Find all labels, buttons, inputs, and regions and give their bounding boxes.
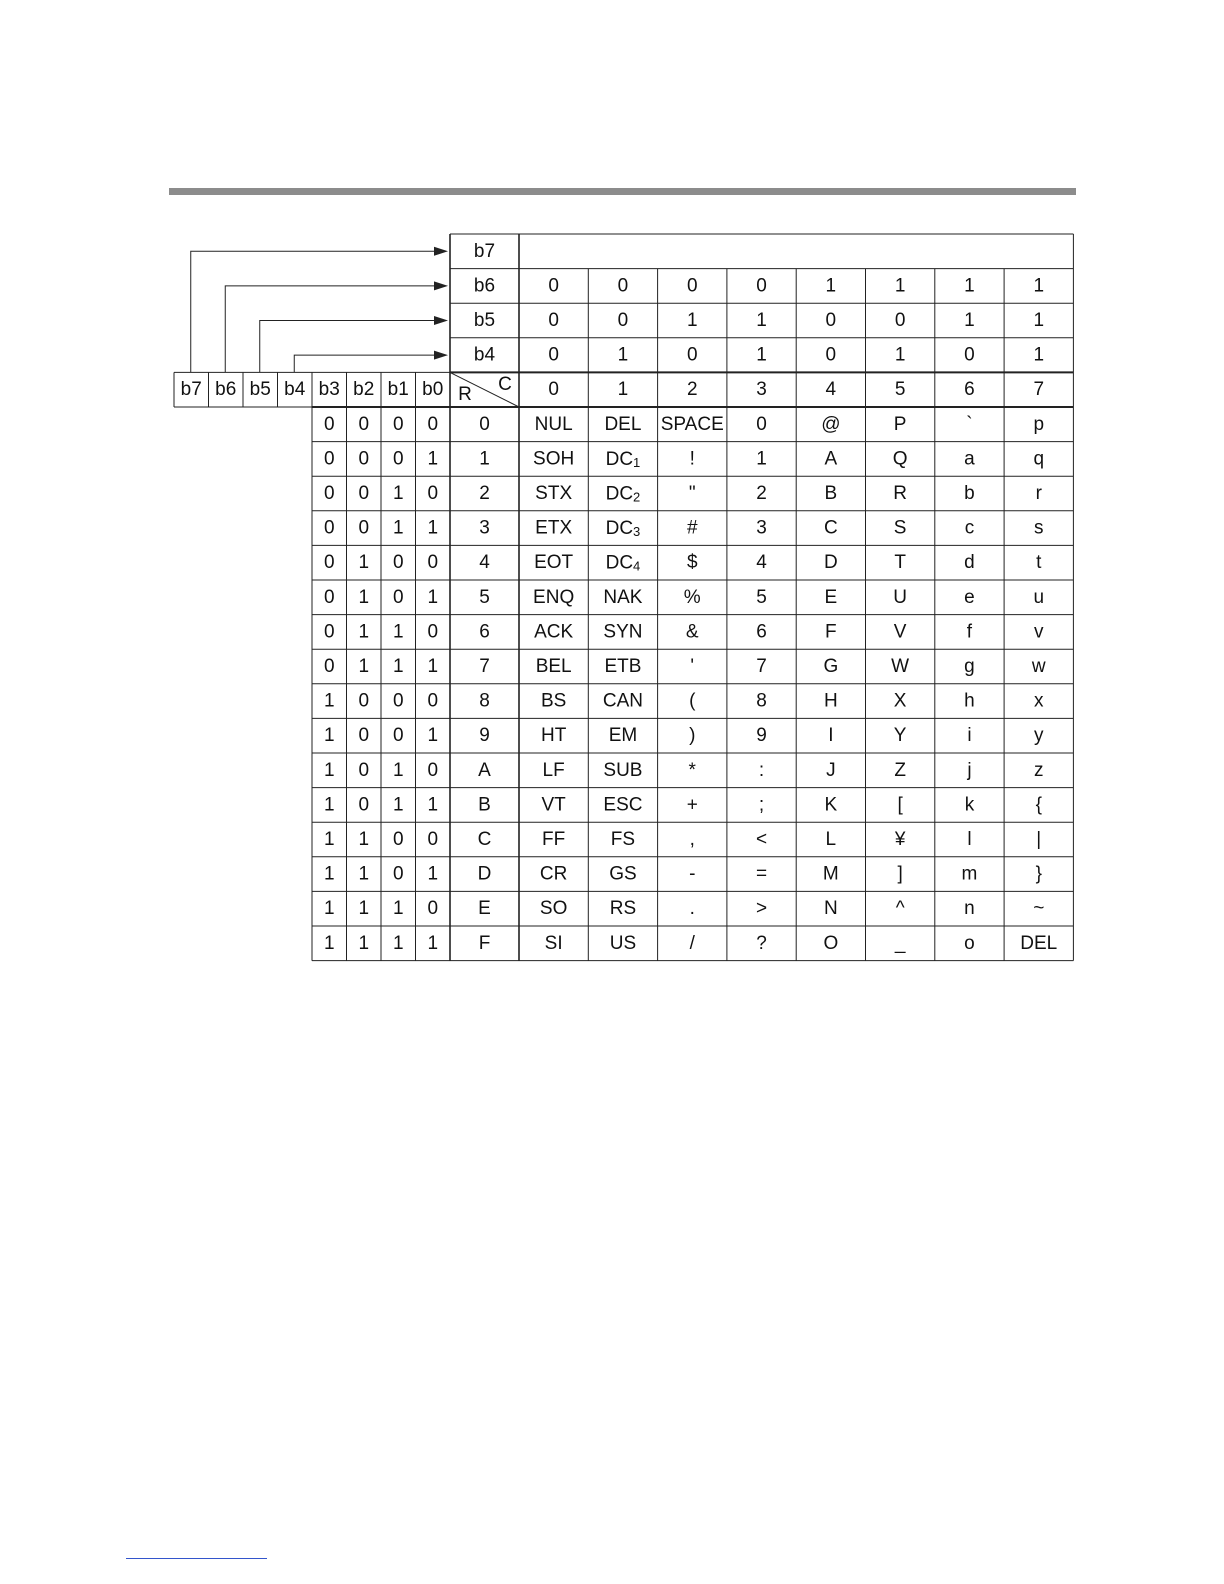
code-cell: i	[967, 725, 972, 747]
header-bit-value: 0	[617, 275, 629, 297]
row-bit-value: 0	[358, 483, 370, 504]
code-cell: BEL	[535, 656, 572, 677]
row-bit-value: 0	[323, 483, 335, 504]
header-bit-value: 0	[825, 310, 837, 331]
code-cell: r	[1035, 483, 1042, 504]
code-cell: g	[964, 656, 975, 677]
header-bit-value: 1	[964, 310, 975, 331]
row-hex-label: 9	[479, 725, 490, 747]
code-cell: O	[823, 932, 839, 954]
code-cell: H	[823, 690, 838, 712]
row-bit-value: 0	[392, 586, 404, 608]
header-bit-value: 0	[964, 344, 975, 366]
code-cell: STX	[535, 483, 573, 504]
code-cell: CR	[539, 863, 568, 885]
code-cell: SI	[544, 932, 563, 954]
arrow-line-b6	[225, 286, 436, 373]
row-bit-value: 0	[427, 621, 439, 643]
row-bit-value: 0	[427, 898, 439, 920]
arrow-line-b4	[294, 355, 436, 372]
code-cell: q	[1033, 448, 1045, 470]
row-bit-value: 1	[392, 794, 404, 816]
code-cell: ETX	[535, 517, 573, 539]
code-cell: @	[821, 413, 841, 435]
row-bit-value: 1	[358, 829, 370, 850]
row-bit-value: 1	[392, 932, 404, 954]
code-cell: %	[683, 586, 701, 608]
code-cell: 3	[756, 517, 767, 539]
column-header: 7	[1033, 379, 1045, 401]
row-bit-value: 0	[358, 725, 370, 747]
header-bit-value: 0	[548, 310, 559, 331]
code-cell: I	[828, 725, 834, 747]
row-hex-label: 0	[479, 413, 490, 435]
header-bit-label-b5: b5	[473, 310, 496, 331]
code-cell: RS	[609, 898, 637, 920]
code-cell: SPACE	[660, 413, 724, 435]
row-bit-value: 1	[323, 898, 335, 920]
code-cell: +	[686, 794, 698, 816]
code-cell: ~	[1033, 898, 1045, 920]
code-cell: CAN	[602, 690, 644, 712]
bit-label-b5: b5	[249, 379, 271, 401]
row-hex-label: D	[477, 863, 492, 885]
row-bit-value: 0	[392, 829, 404, 850]
code-cell: SO	[539, 898, 568, 920]
code-cell: D	[823, 552, 838, 574]
code-cell: (	[689, 690, 696, 712]
code-cell: ;	[758, 794, 765, 816]
row-bit-value: 1	[323, 932, 335, 954]
code-cell: R	[893, 483, 908, 504]
code-cell: }	[1035, 863, 1042, 885]
row-bit-value: 0	[323, 413, 335, 435]
code-cell: G	[823, 656, 839, 677]
code-cell: y	[1034, 725, 1044, 747]
header-bit-label-b4: b4	[473, 344, 496, 366]
header-bit-value: 0	[686, 275, 698, 297]
code-cell: s	[1034, 517, 1044, 539]
header-bit-value: 1	[1033, 275, 1045, 297]
code-cell: t	[1036, 552, 1042, 574]
code-cell: o	[964, 932, 975, 954]
row-bit-value: 1	[323, 794, 335, 816]
row-bit-value: 0	[358, 794, 370, 816]
code-cell: /	[689, 932, 695, 954]
row-bit-value: 0	[323, 448, 335, 470]
row-bit-value: 0	[427, 413, 439, 435]
bit-label-b4: b4	[284, 379, 306, 401]
code-cell: U	[893, 586, 908, 608]
arrow-head-icon	[434, 316, 448, 325]
code-cell: `	[966, 413, 973, 435]
code-cell: 8	[756, 690, 767, 712]
code-cell: DEL	[1020, 932, 1058, 954]
code-cell: EOT	[534, 552, 574, 574]
header-bit-value: 1	[1033, 344, 1045, 366]
row-bit-value: 1	[427, 656, 439, 677]
code-cell: [	[897, 794, 903, 816]
code-cell: Y	[893, 725, 907, 747]
arrow-line-b7	[191, 251, 436, 372]
row-bit-value: 1	[392, 656, 404, 677]
code-cell: DC3	[605, 517, 641, 539]
code-cell: SOH	[533, 448, 575, 470]
code-cell: M	[822, 863, 839, 885]
code-cell: P	[893, 413, 907, 435]
bit-label-b0: b0	[422, 379, 444, 401]
code-cell: DC4	[605, 552, 641, 574]
row-bit-value: 1	[427, 586, 439, 608]
row-bit-value: 0	[358, 517, 370, 539]
row-bit-value: 1	[392, 621, 404, 643]
header-bit-value: 0	[894, 310, 906, 331]
row-bit-value: 0	[392, 863, 404, 885]
code-cell: ?	[756, 932, 767, 954]
row-hex-label: E	[478, 898, 491, 920]
code-cell: |	[1036, 829, 1042, 850]
header-bit-label-b6: b6	[473, 275, 496, 297]
code-cell: 2	[756, 483, 767, 504]
code-cell: *	[688, 759, 696, 781]
arrow-head-icon	[434, 351, 448, 360]
code-cell: 1	[756, 448, 767, 470]
row-bit-value: 0	[392, 725, 404, 747]
row-hex-label: B	[478, 794, 491, 816]
code-cell: ESC	[603, 794, 643, 816]
code-cell: d	[964, 552, 975, 574]
code-cell: !	[689, 448, 695, 470]
row-bit-value: 1	[392, 759, 404, 781]
row-bit-value: 1	[358, 656, 370, 677]
code-cell: $	[686, 552, 698, 574]
row-bit-value: 1	[358, 863, 370, 885]
arrow-head-icon	[434, 281, 448, 290]
row-bit-value: 0	[323, 621, 335, 643]
header-bit-value: 1	[686, 310, 698, 331]
row-hex-label: 3	[479, 517, 490, 539]
row-bit-value: 1	[358, 898, 370, 920]
code-cell: :	[758, 759, 765, 781]
column-header: 5	[894, 379, 906, 401]
header-bit-value: 1	[825, 275, 837, 297]
code-cell: N	[823, 898, 838, 920]
row-bit-value: 1	[392, 898, 404, 920]
arrow-head-icon	[434, 247, 448, 256]
row-hex-label: A	[478, 759, 491, 781]
column-header: 2	[686, 379, 698, 401]
row-bit-value: 1	[358, 621, 370, 643]
code-cell: >	[755, 898, 768, 920]
row-bit-value: 0	[323, 552, 335, 574]
header-bit-value: 1	[1033, 310, 1045, 331]
row-bit-value: 1	[323, 829, 335, 850]
code-cell: 5	[756, 586, 767, 608]
code-cell: 9	[756, 725, 767, 747]
code-cell: )	[689, 725, 696, 747]
column-header: 6	[964, 379, 975, 401]
row-bit-value: 0	[358, 448, 370, 470]
row-bit-value: 0	[427, 690, 439, 712]
row-bit-value: 1	[323, 759, 335, 781]
code-cell: EM	[608, 725, 638, 747]
code-cell: K	[824, 794, 838, 816]
row-bit-value: 1	[323, 863, 335, 885]
row-bit-value: 1	[392, 517, 404, 539]
row-bit-value: 1	[427, 794, 439, 816]
bit-label-b1: b1	[387, 379, 409, 401]
code-cell: A	[824, 448, 838, 470]
code-cell: _	[894, 932, 906, 954]
row-bit-value: 1	[427, 932, 439, 954]
code-cell: 0	[756, 413, 767, 435]
code-cell: ]	[897, 863, 903, 885]
row-hex-label: 4	[479, 552, 490, 574]
code-cell: V	[893, 621, 907, 643]
row-bit-value: 0	[358, 413, 370, 435]
row-bit-value: 1	[323, 690, 335, 712]
code-cell: ENQ	[533, 586, 575, 608]
column-header: 0	[548, 379, 559, 401]
column-header: 4	[825, 379, 837, 401]
code-cell: VT	[541, 794, 566, 816]
code-cell: C	[823, 517, 838, 539]
code-cell: LF	[542, 759, 565, 781]
code-cell: 7	[756, 656, 767, 677]
code-cell: J	[826, 759, 836, 781]
row-hex-label: 6	[479, 621, 490, 643]
code-cell: ¥	[894, 829, 906, 850]
code-cell: US	[609, 932, 637, 954]
code-cell: SUB	[603, 759, 643, 781]
code-cell: NAK	[603, 586, 643, 608]
code-cell: DEL	[604, 413, 642, 435]
column-header: 3	[756, 379, 767, 401]
code-cell: j	[967, 759, 972, 781]
code-cell: f	[966, 621, 973, 643]
code-cell: &	[685, 621, 699, 643]
code-cell: p	[1033, 413, 1045, 435]
row-bit-value: 1	[358, 932, 370, 954]
code-cell: DC2	[605, 483, 641, 504]
bit-label-b7: b7	[180, 379, 202, 401]
row-bit-value: 1	[427, 725, 439, 747]
code-cell: a	[964, 448, 975, 470]
header-bit-value: 1	[964, 275, 975, 297]
code-cell: "	[688, 483, 696, 504]
row-bit-value: 0	[323, 656, 335, 677]
code-cell: HT	[540, 725, 567, 747]
row-bit-value: 0	[392, 448, 404, 470]
corner-row-label: R	[458, 383, 472, 405]
row-hex-label: 8	[479, 690, 490, 712]
row-hex-label: 7	[479, 656, 490, 677]
header-bit-value: 1	[756, 310, 767, 331]
code-cell: m	[961, 863, 978, 885]
code-cell: S	[893, 517, 907, 539]
code-cell: 4	[756, 552, 767, 574]
bit-label-b2: b2	[353, 379, 375, 401]
bit-label-b6: b6	[215, 379, 237, 401]
code-cell: ACK	[534, 621, 574, 643]
code-cell: k	[964, 794, 975, 816]
code-cell: x	[1034, 690, 1044, 712]
code-cell: c	[964, 517, 975, 539]
code-cell: B	[824, 483, 838, 504]
code-cell: h	[964, 690, 975, 712]
arrow-line-b5	[260, 321, 436, 373]
row-bit-value: 0	[392, 690, 404, 712]
row-bit-value: 1	[358, 586, 370, 608]
row-bit-value: 0	[427, 552, 439, 574]
row-bit-value: 1	[323, 725, 335, 747]
row-bit-value: 0	[427, 829, 439, 850]
code-cell: Q	[892, 448, 908, 470]
code-cell: -	[689, 863, 696, 885]
code-cell: v	[1034, 621, 1044, 643]
code-cell: W	[891, 656, 910, 677]
row-bit-value: 0	[427, 483, 439, 504]
row-hex-label: C	[477, 829, 492, 850]
row-hex-label: 5	[479, 586, 490, 608]
header-bit-value: 0	[756, 275, 767, 297]
header-bit-label-b7: b7	[473, 240, 496, 262]
row-bit-value: 0	[358, 759, 370, 781]
code-cell: NUL	[534, 413, 573, 435]
header-bit-value: 1	[894, 344, 906, 366]
code-cell: w	[1031, 656, 1046, 677]
code-cell: BS	[540, 690, 567, 712]
code-cell: Z	[894, 759, 906, 781]
footer-rule	[126, 1558, 267, 1559]
row-bit-value: 0	[427, 759, 439, 781]
code-cell: ^	[895, 898, 905, 920]
header-bit-value: 0	[548, 344, 559, 366]
row-bit-value: 0	[392, 552, 404, 574]
row-bit-value: 0	[358, 690, 370, 712]
code-cell: {	[1035, 794, 1042, 816]
code-cell: '	[690, 656, 695, 677]
header-bit-value: 0	[548, 275, 559, 297]
row-bit-value: 0	[323, 517, 335, 539]
code-cell: X	[893, 690, 907, 712]
code-cell: FS	[610, 829, 636, 850]
row-bit-value: 0	[392, 413, 404, 435]
row-hex-label: F	[478, 932, 491, 954]
code-cell: 6	[756, 621, 767, 643]
code-cell: ,	[689, 829, 695, 850]
row-bit-value: 1	[358, 552, 370, 574]
code-cell: E	[824, 586, 838, 608]
code-cell: FF	[542, 829, 566, 850]
row-bit-value: 1	[392, 483, 404, 504]
corner-col-label: C	[498, 373, 512, 395]
row-hex-label: 1	[479, 448, 490, 470]
code-cell: GS	[609, 863, 637, 885]
column-header: 1	[617, 379, 629, 401]
code-cell: <	[755, 829, 768, 850]
code-cell: b	[964, 483, 975, 504]
code-cell: =	[755, 863, 768, 885]
header-bit-value: 1	[894, 275, 906, 297]
code-cell: u	[1033, 586, 1045, 608]
row-bit-value: 1	[427, 517, 439, 539]
code-cell: .	[689, 898, 695, 920]
code-cell: l	[967, 829, 972, 850]
header-bit-value: 1	[756, 344, 767, 366]
code-cell: SYN	[603, 621, 643, 643]
header-bit-value: 0	[686, 344, 698, 366]
code-cell: L	[825, 829, 837, 850]
row-bit-value: 0	[323, 586, 335, 608]
code-cell: e	[964, 586, 975, 608]
code-cell: n	[964, 898, 975, 920]
code-cell: z	[1034, 759, 1044, 781]
row-bit-value: 1	[427, 863, 439, 885]
bit-label-b3: b3	[318, 379, 340, 401]
header-bit-value: 0	[617, 310, 629, 331]
code-cell: #	[686, 517, 698, 539]
row-bit-value: 1	[427, 448, 439, 470]
code-cell: ETB	[604, 656, 642, 677]
code-cell: DC1	[605, 448, 641, 470]
code-cell: T	[894, 552, 906, 574]
code-cell: F	[825, 621, 837, 643]
row-hex-label: 2	[479, 483, 490, 504]
header-bit-value: 0	[825, 344, 837, 366]
header-bit-value: 1	[617, 344, 629, 366]
